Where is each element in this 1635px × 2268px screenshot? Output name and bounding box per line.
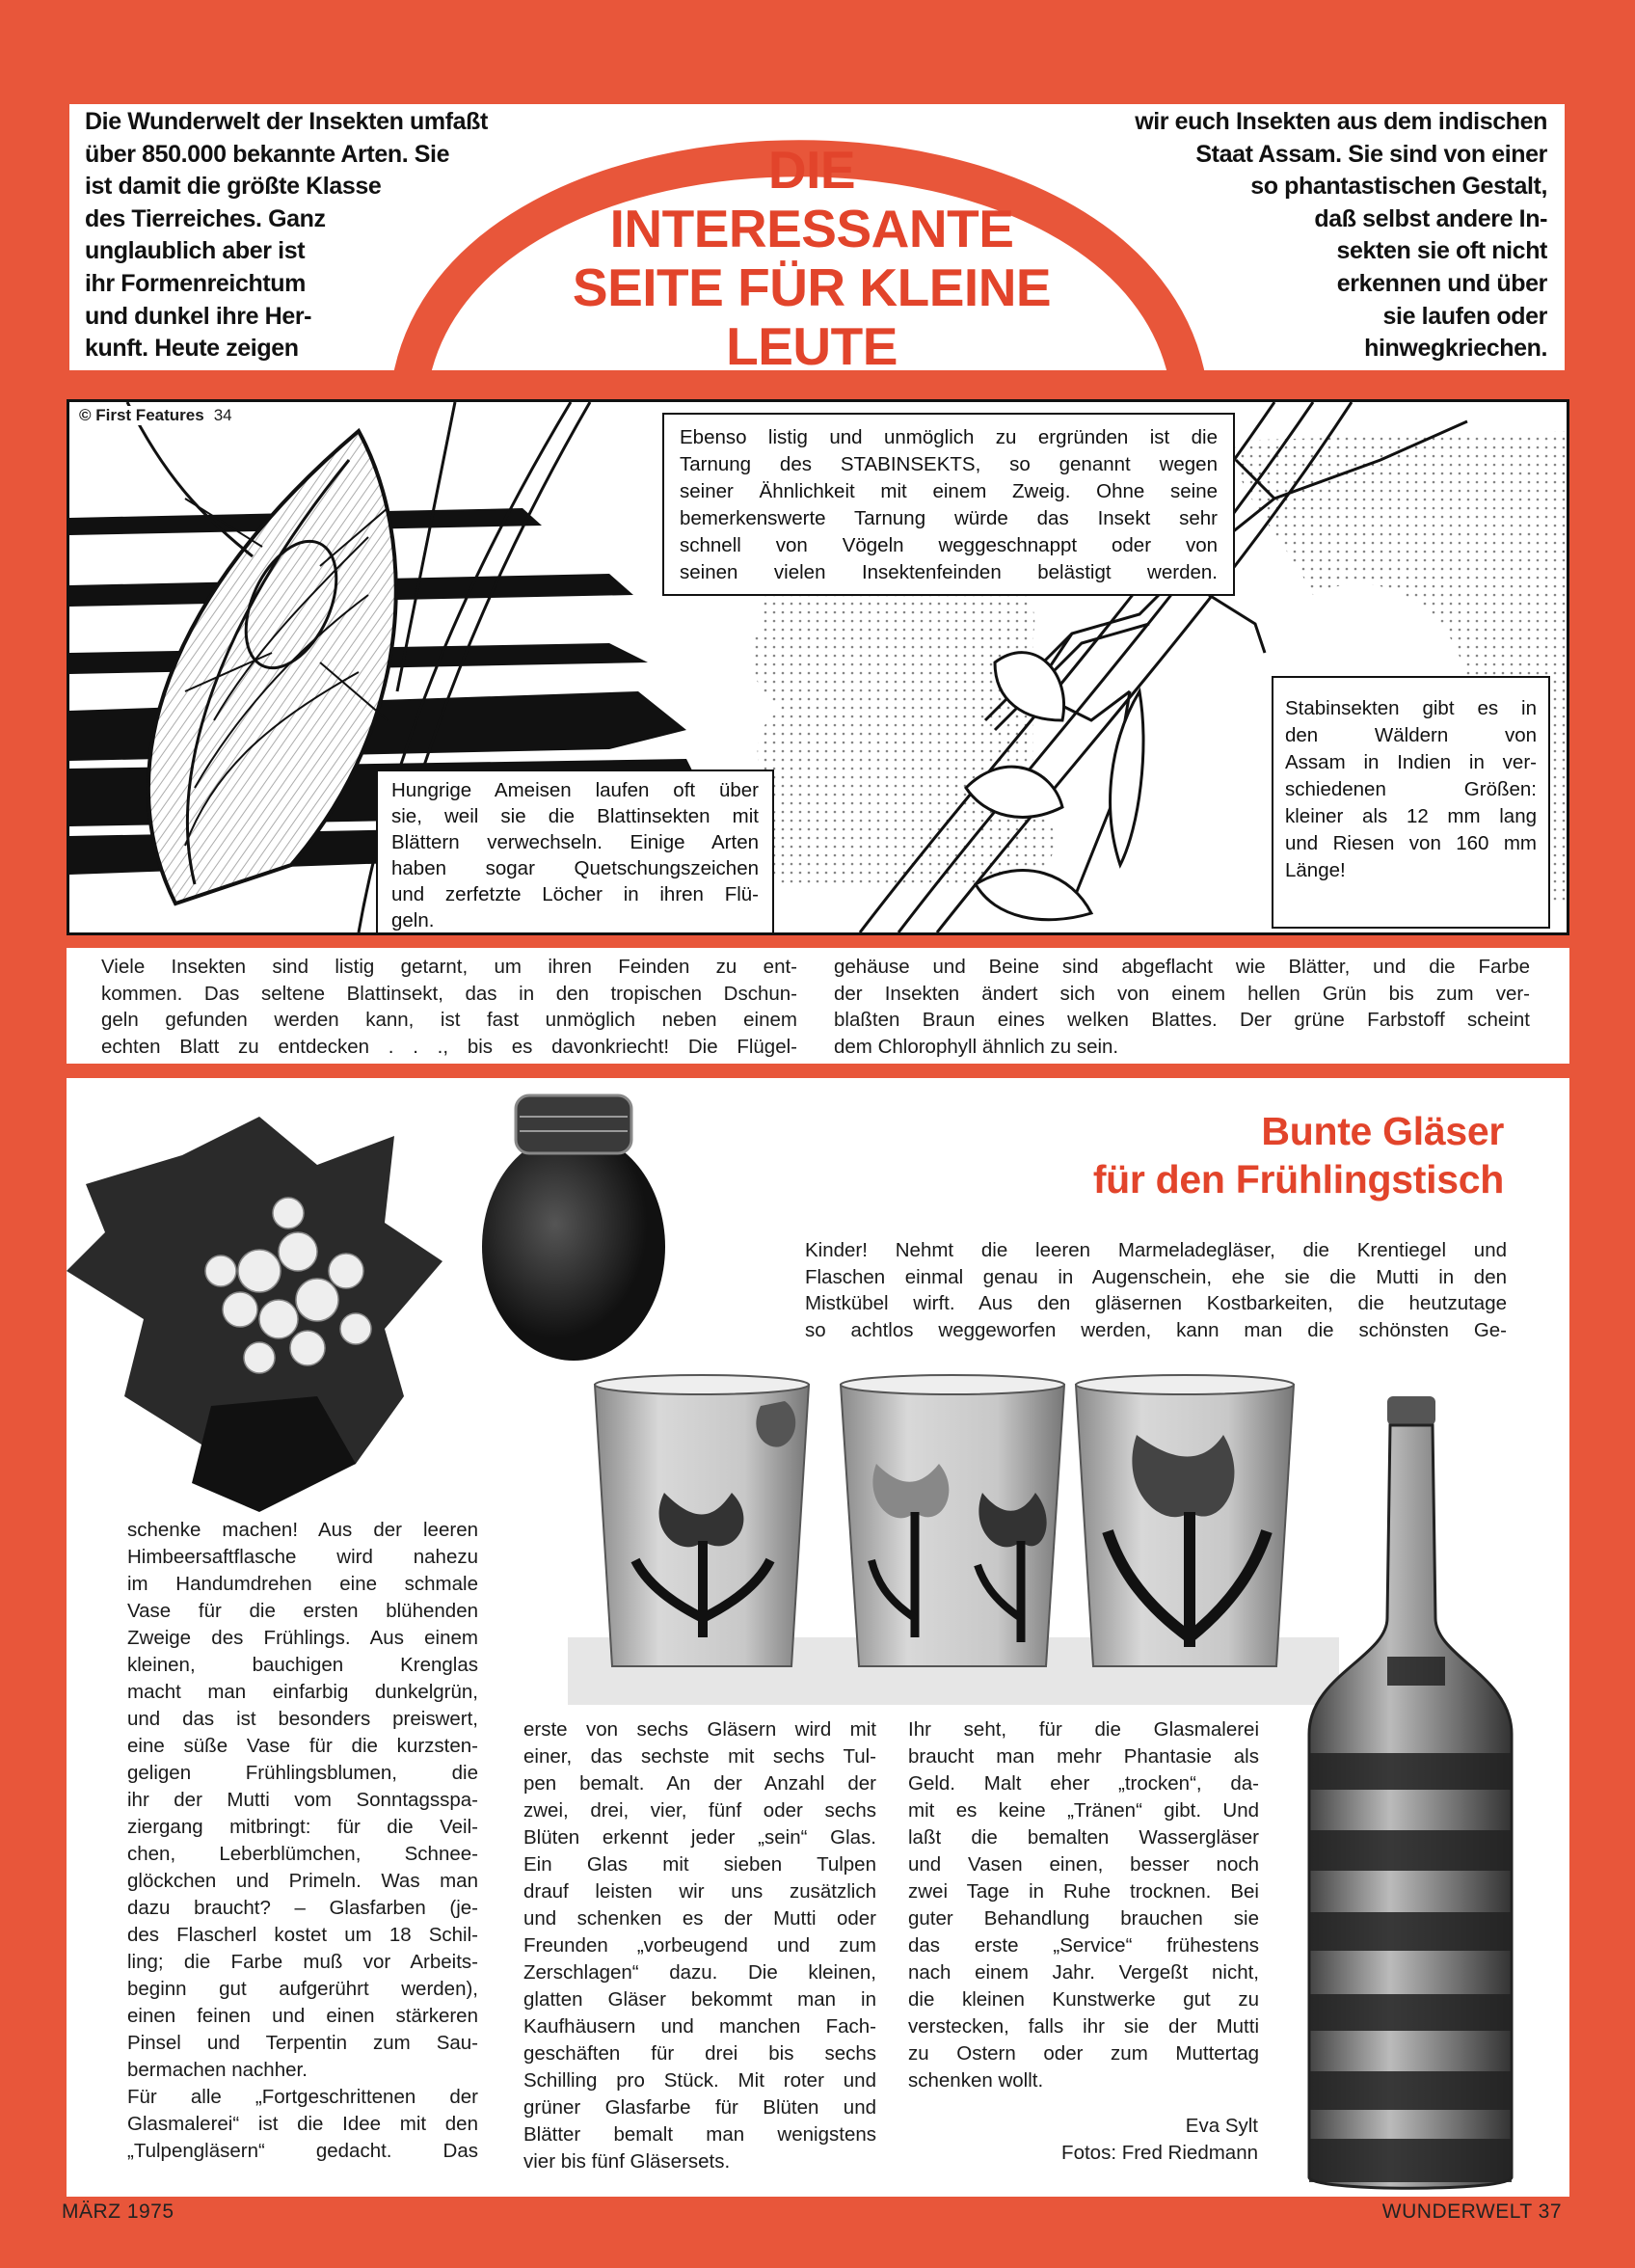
text-line: bermachen nachher. bbox=[127, 2059, 308, 2081]
text-line: pen bemalt. An der Anzahl der bbox=[523, 1772, 876, 1795]
text-line: sekten sie oft nicht bbox=[1336, 237, 1547, 265]
text-line: Tarnung des STABINSEKTS, so genannt wegen bbox=[680, 453, 1218, 475]
text-line: Kaufhäusern und manchen Fach- bbox=[523, 2015, 876, 2038]
striped-bottle-photo bbox=[1309, 1396, 1512, 2188]
text-line: Blättern verwechseln. Einige Arten bbox=[391, 831, 759, 853]
text-line: einen feinen und einen stärkeren bbox=[127, 2005, 478, 2027]
article-glasses bbox=[67, 1078, 1569, 2197]
text-line: dazu braucht? – Glasfarben (je- bbox=[127, 1897, 478, 1919]
text-line: sie laufen oder bbox=[1382, 302, 1547, 330]
text-line: erste von sechs Gläsern wird mit bbox=[523, 1718, 876, 1741]
text-line: Blätter bemalt man wenigstens bbox=[523, 2123, 876, 2146]
text-line: der Insekten ändert sich von einem hellen Grün bis zum ver- bbox=[834, 982, 1530, 1005]
text-line: ziergang mitbringt: für die Veil- bbox=[127, 1816, 478, 1838]
text-line: den Wäldern von bbox=[1285, 724, 1537, 746]
text-line: über 850.000 bekannte Arten. Sie bbox=[85, 140, 450, 168]
tulip-glass-1 bbox=[595, 1375, 809, 1666]
text-line: ling; die Farbe muß vor Arbeits- bbox=[127, 1951, 478, 1973]
text-line: glatten Gläser bekommt man in bbox=[523, 1988, 876, 2011]
text-line: und zerfetzte Löcher in ihren Flü- bbox=[391, 883, 759, 905]
photo-credit: Fotos: Fred Riedmann bbox=[1061, 2142, 1258, 2164]
text-line: zu Ostern oder zum Muttertag bbox=[908, 2042, 1259, 2065]
flower-bouquet-photo bbox=[67, 1117, 442, 1512]
text-line: geschäften für drei bis sechs bbox=[523, 2042, 876, 2065]
text-line: haben sogar Quetschungszeichen bbox=[391, 857, 759, 879]
text-line: SEITE FÜR KLEINE bbox=[572, 257, 1052, 317]
text-line: verstecken, falls ihr sie der Mutti bbox=[908, 2015, 1259, 2038]
tulip-glass-3 bbox=[1076, 1375, 1294, 1666]
text-line: Ein Glas mit sieben Tulpen bbox=[523, 1853, 876, 1876]
text-line: schenken wollt. bbox=[908, 2069, 1044, 2092]
text-line: Freunden „vorbeugend und zum bbox=[523, 1934, 876, 1957]
byline bbox=[1061, 2113, 1258, 2167]
text-line: Pinsel und Terpentin zum Sau- bbox=[127, 2032, 478, 2054]
text-line: beginn gut aufgerührt werden), bbox=[127, 1978, 478, 2000]
caption-box-sizes bbox=[1272, 676, 1550, 929]
text-line: Himbeersaftflasche wird nahezu bbox=[127, 1546, 478, 1568]
intro-text-right bbox=[1065, 106, 1547, 365]
text-line: schenke machen! Aus der leeren bbox=[127, 1519, 478, 1541]
text-line: geln gefunden werden kann, ist fast unmöglich neben einem bbox=[101, 1009, 797, 1031]
illustration-panel bbox=[67, 399, 1569, 935]
text-line: und dunkel ihre Her- bbox=[85, 302, 312, 330]
article-intro bbox=[805, 1237, 1507, 1344]
text-line: bemerkenswerte Tarnung würde das Insekt sehr bbox=[680, 507, 1218, 529]
text-line: Die Wunderwelt der Insekten umfaßt bbox=[85, 108, 488, 135]
text-line: Kinder! Nehmt die leeren Marmeladegläser, die Krentiegel und bbox=[805, 1239, 1507, 1261]
strip-column-2 bbox=[834, 954, 1530, 1060]
text-line: so phantastischen Gestalt, bbox=[1250, 173, 1547, 201]
text-line: Ihr seht, für die Glasmalerei bbox=[908, 1718, 1259, 1741]
text-line: des Flascherl kostet um 18 Schil- bbox=[127, 1924, 478, 1946]
text-line: und schenken es der Mutti oder bbox=[523, 1907, 876, 1930]
text-line: mit es keine „Tränen“ gibt. Und bbox=[908, 1799, 1259, 1822]
text-line: blaßten Braun eines welken Blattes. Der grüne Farbstoff scheint bbox=[834, 1009, 1530, 1031]
author: Eva Sylt bbox=[1185, 2115, 1258, 2137]
text-line: dem Chlorophyll ähnlich zu sein. bbox=[834, 1035, 1119, 1058]
text-line: zwei, drei, vier, fünf oder sechs bbox=[523, 1799, 876, 1822]
jam-jar-photo bbox=[482, 1095, 665, 1361]
text-line: im Handumdrehen eine schmale bbox=[127, 1573, 478, 1595]
text-line: Stabinsekten gibt es in bbox=[1285, 697, 1537, 719]
text-line: gehäuse und Beine sind abgeflacht wie Blätter, und die Farbe bbox=[834, 956, 1530, 978]
text-line: kommen. Das seltene Blattinsekt, das in den tropischen Dschun- bbox=[101, 982, 797, 1005]
text-line: macht man einfarbig dunkelgrün, bbox=[127, 1681, 478, 1703]
text-line: Geld. Malt eher „trocken“, da- bbox=[908, 1772, 1259, 1795]
text-line: unglaublich aber ist bbox=[85, 237, 306, 265]
text-line: LEUTE bbox=[726, 316, 898, 376]
text-line: INTERESSANTE bbox=[609, 199, 1014, 258]
text-line: und Riesen von 160 mm bbox=[1285, 832, 1537, 854]
text-line: daß selbst andere In- bbox=[1314, 204, 1547, 232]
text-line: seinen vielen Insektenfeinden belästigt werden. bbox=[680, 561, 1218, 583]
text-line: geln. bbox=[391, 909, 435, 932]
text-line: Vase für die ersten blühenden bbox=[127, 1600, 478, 1622]
text-line: des Tierreiches. Ganz bbox=[85, 204, 326, 232]
text-line: schnell von Vögeln weggeschnappt oder von bbox=[680, 534, 1218, 556]
text-line: drauf leisten wir uns zusätzlich bbox=[523, 1880, 876, 1903]
text-line: chen, Leberblümchen, Schnee- bbox=[127, 1843, 478, 1865]
text-line: und Vasen einen, besser noch bbox=[908, 1853, 1259, 1876]
credit-number: 34 bbox=[213, 406, 232, 424]
text-line: braucht man mehr Phantasie als bbox=[908, 1745, 1259, 1768]
text-line: wir euch Insekten aus dem indischen bbox=[1135, 108, 1547, 135]
caption-box-stick-insect bbox=[662, 413, 1235, 596]
text-line: Assam in Indien in ver- bbox=[1285, 751, 1537, 773]
text-line: grüner Glasfarbe für Blüten und bbox=[523, 2096, 876, 2119]
text-line: Bunte Gläser bbox=[1261, 1109, 1504, 1153]
text-line: Viele Insekten sind listig getarnt, um ihren Feinden zu ent- bbox=[101, 956, 797, 978]
text-line: ihr der Mutti vom Sonntagsspa- bbox=[127, 1789, 478, 1811]
text-line: kleiner als 12 mm lang bbox=[1285, 805, 1537, 827]
text-line: eine süße Vase für die kurzsten- bbox=[127, 1735, 478, 1757]
article-column-3 bbox=[908, 1716, 1259, 2094]
text-line: guter Behandlung brauchen sie bbox=[908, 1907, 1259, 1930]
text-line: seiner Ähnlichkeit mit einem Zweig. Ohne seine bbox=[680, 480, 1218, 502]
text-line: Schilling pro Stück. Mit roter und bbox=[523, 2069, 876, 2092]
text-line: geligen Frühlingsblumen, die bbox=[127, 1762, 478, 1784]
paragraph bbox=[127, 1517, 478, 2084]
text-line: „Tulpengläsern“ gedacht. Das bbox=[127, 2140, 478, 2162]
text-line: einer, das sechste mit sechs Tul- bbox=[523, 1745, 876, 1768]
text-line: Mistkübel wirft. Aus den gläsernen Kostbarkeiten, die heutzutage bbox=[805, 1292, 1507, 1315]
text-line: laßt die bemalten Wassergläser bbox=[908, 1826, 1259, 1849]
text-line: Zweige des Frühlings. Aus einem bbox=[127, 1627, 478, 1649]
text-line: vier bis fünf Gläsersets. bbox=[523, 2150, 731, 2173]
text-line: kunft. Heute zeigen bbox=[85, 335, 299, 363]
leaf-insect-text bbox=[67, 948, 1569, 1064]
text-line: Flaschen einmal genau in Augenschein, ehe sie die Mutti in den bbox=[805, 1265, 1507, 1288]
strip-column-1 bbox=[101, 954, 797, 1060]
text-line: nach einem Jahr. Vergeßt nicht, bbox=[908, 1961, 1259, 1984]
text-line: hinwegkriechen. bbox=[1364, 335, 1547, 363]
article-column-2 bbox=[523, 1716, 876, 2175]
issue-date: MÄRZ 1975 bbox=[62, 2200, 174, 2223]
text-line: ist damit die größte Klasse bbox=[85, 173, 382, 201]
text-line: Glasmalerei“ ist die Idee mit den bbox=[127, 2113, 478, 2135]
text-line: Länge! bbox=[1285, 859, 1346, 881]
text-line: so achtlos weggeworfen werden, kann man die schönsten Ge- bbox=[805, 1319, 1507, 1342]
copyright-credit bbox=[75, 406, 236, 425]
page-number: WUNDERWELT 37 bbox=[1381, 2200, 1562, 2223]
text-line: echten Blatt zu entdecken . . ., bis es davonkriecht! Die Flügel- bbox=[101, 1035, 797, 1058]
text-line: ihr Formenreichtum bbox=[85, 269, 306, 297]
text-line: glöckchen und Primeln. Was man bbox=[127, 1870, 478, 1892]
tulip-glass-2 bbox=[841, 1375, 1064, 1666]
text-line: die kleinen Kunstwerke gut zu bbox=[908, 1988, 1259, 2011]
text-line: für den Frühlingstisch bbox=[1092, 1157, 1504, 1202]
page-header bbox=[69, 104, 1565, 376]
text-line: und das ist besonders preiswert, bbox=[127, 1708, 478, 1730]
text-line: das erste „Service“ frühestens bbox=[908, 1934, 1259, 1957]
article-title bbox=[1093, 1107, 1504, 1203]
text-line: Ebenso listig und unmöglich zu ergründen ist die bbox=[680, 426, 1218, 448]
text-line: schiedenen Größen: bbox=[1285, 778, 1537, 800]
text-line: DIE bbox=[767, 140, 856, 200]
text-line: Blüten erkennt jeder „sein“ Glas. bbox=[523, 1826, 876, 1849]
text-line: Zerschlagen“ dazu. Die kleinen, bbox=[523, 1961, 876, 1984]
text-line: sie, weil sie die Blattinsekten mit bbox=[391, 805, 759, 827]
text-line: zwei Tage in Ruhe trocknen. Bei bbox=[908, 1880, 1259, 1903]
text-line: Staat Assam. Sie sind von einer bbox=[1195, 140, 1547, 168]
caption-box-ants bbox=[376, 770, 774, 935]
article-column-1 bbox=[127, 1517, 478, 2165]
paragraph bbox=[127, 2084, 478, 2165]
text-line: erkennen und über bbox=[1336, 269, 1547, 297]
credit-text: © First Features bbox=[79, 406, 204, 424]
text-line: Für alle „Fortgeschrittenen der bbox=[127, 2086, 478, 2108]
text-line: Hungrige Ameisen laufen oft über bbox=[391, 779, 759, 801]
text-line: kleinen, bauchigen Krenglas bbox=[127, 1654, 478, 1676]
